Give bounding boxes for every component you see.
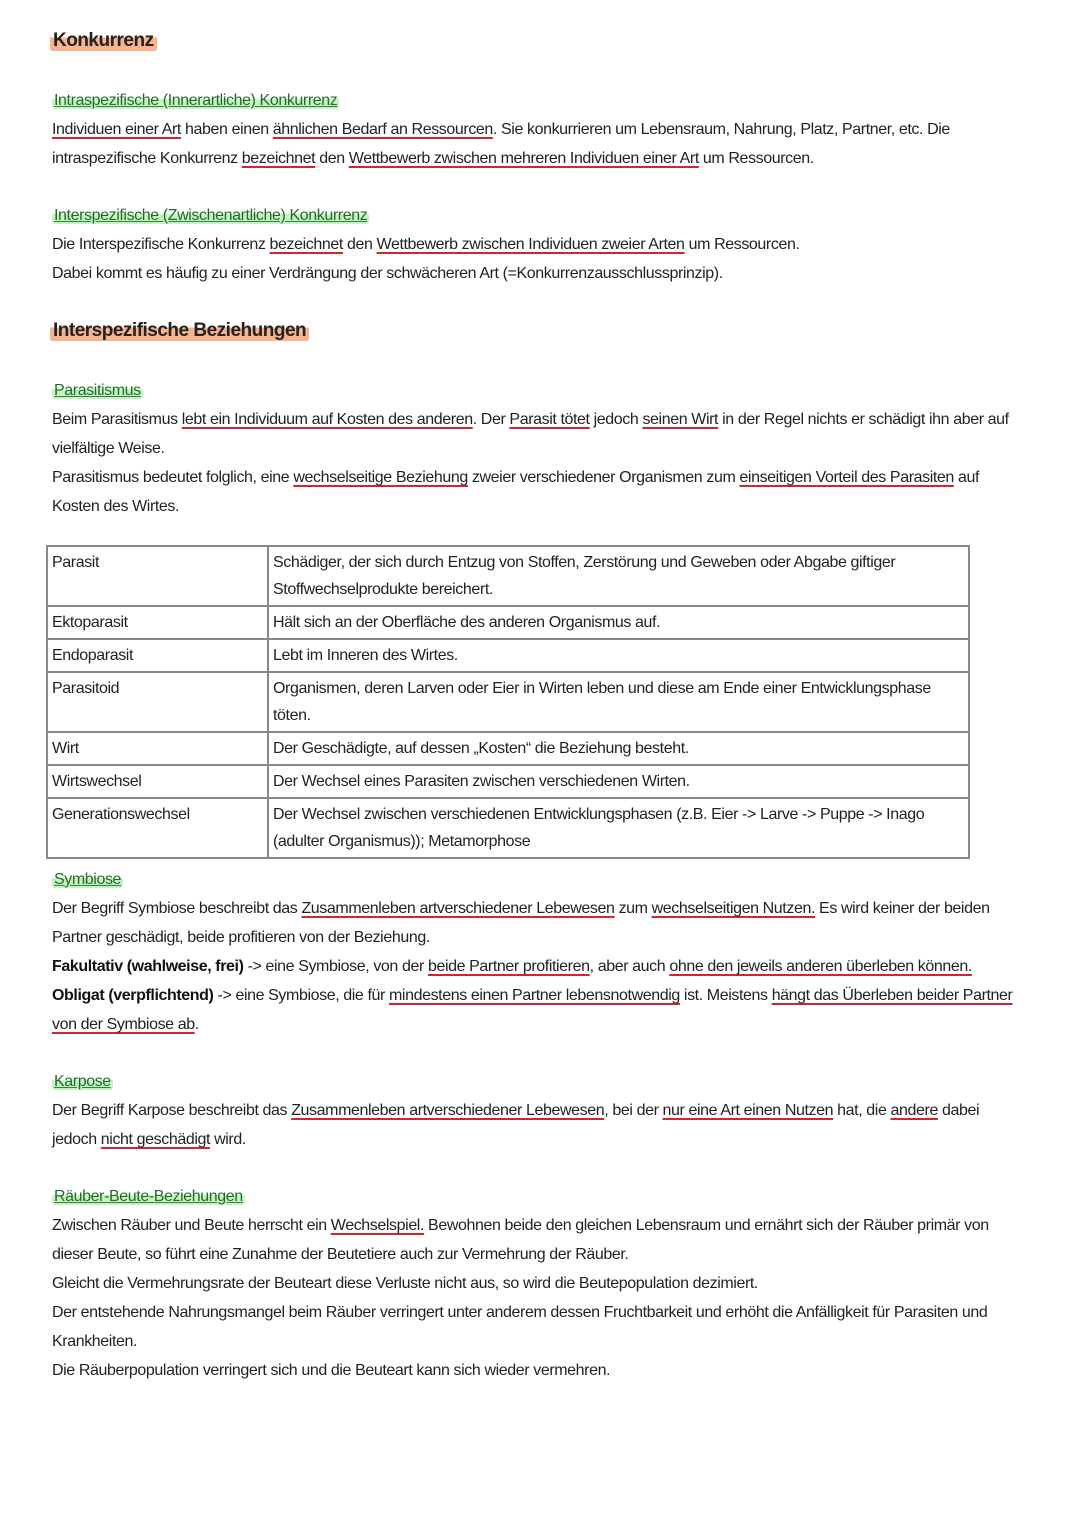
section-heading: Parasitismus xyxy=(54,382,141,399)
underlined-key-phrase: Zusammenleben artverschiedener Lebewesen xyxy=(291,1102,605,1119)
text-segment: -> eine Symbiose, von der xyxy=(243,958,428,975)
text-segment: in der Regel nichts er schädigt ihn aber auf vielfältige Weise. xyxy=(52,411,1009,457)
underlined-key-phrase: lebt ein Individuum auf Kosten des anderen xyxy=(181,411,473,428)
section-heading: Intraspezifische (Innerartliche) Konkurrenz xyxy=(54,92,338,109)
table-row xyxy=(47,765,969,798)
text-segment: dabei jedoch xyxy=(52,1102,980,1148)
text-segment: wird. xyxy=(210,1131,246,1148)
term-cell: Wirt xyxy=(47,732,268,765)
section-heading: Interspezifische (Zwischenartliche) Konkurrenz xyxy=(54,207,368,224)
paragraph xyxy=(52,1298,1022,1356)
text-segment: , bei der xyxy=(604,1102,663,1119)
definition-cell: Der Wechsel zwischen verschiedenen Entwicklungsphasen (z.B. Eier -> Larve -> Puppe -> Inago (adulter Organismus)); Metamorphose xyxy=(268,798,969,858)
text-segment: , aber auch xyxy=(589,958,670,975)
definition-cell: Hält sich an der Oberfläche des anderen Organismus auf. xyxy=(268,606,969,639)
underlined-key-phrase: einseitigen Vorteil des Parasiten xyxy=(739,469,954,486)
underlined-key-phrase: Parasit tötet xyxy=(509,411,590,428)
underlined-key-phrase: hängt das Überleben beider Partner von der Symbiose ab xyxy=(52,987,1013,1033)
text-segment: Die Räuberpopulation verringert sich und die Beuteart kann sich wieder vermehren. xyxy=(52,1362,611,1379)
text-segment: um Ressourcen. xyxy=(684,236,800,253)
text-segment: Der Begriff Symbiose beschreibt das xyxy=(52,900,302,917)
paragraph xyxy=(52,1211,1022,1269)
underlined-key-phrase: wechselseitigen Nutzen. xyxy=(651,900,815,917)
underlined-key-phrase: Wettbewerb zwischen mehreren Individuen einer Art xyxy=(348,150,699,167)
section-heading-row xyxy=(52,201,1022,230)
section-heading: Symbiose xyxy=(54,871,122,888)
section-heading-row xyxy=(52,865,1022,894)
underlined-key-phrase: Individuen einer Art xyxy=(52,121,181,138)
text-segment: Die Interspezifische Konkurrenz xyxy=(52,236,270,253)
table-row xyxy=(47,798,969,858)
section-interspezifisch xyxy=(52,201,1022,288)
section-heading-row xyxy=(52,376,1022,405)
paragraph xyxy=(52,1096,1022,1154)
term-cell: Parasitoid xyxy=(47,672,268,732)
text-segment: Gleicht die Vermehrungsrate der Beuteart diese Verluste nicht aus, so wird die Beutepopulation dezimiert. xyxy=(52,1275,758,1292)
paragraph xyxy=(52,894,1022,952)
definition-cell: Schädiger, der sich durch Entzug von Stoffen, Zerstörung und Geweben oder Abgabe giftiger Stoffwechselprodukte bereichert. xyxy=(268,546,969,606)
section-heading-row xyxy=(52,86,1022,115)
section-raeuber-beute xyxy=(52,1182,1022,1385)
table-row xyxy=(47,606,969,639)
paragraph xyxy=(52,405,1022,463)
bold-term: Obligat (verpflichtend) xyxy=(52,987,214,1004)
term-cell: Endoparasit xyxy=(47,639,268,672)
table-row xyxy=(47,732,969,765)
text-segment: Der entstehende Nahrungsmangel beim Räuber verringert unter anderem dessen Fruchtbarkeit und erhöht die Anfälligkeit für Parasiten und Krankheiten. xyxy=(52,1304,988,1350)
table-row xyxy=(47,546,969,606)
table-row xyxy=(47,639,969,672)
paragraph xyxy=(52,230,1022,259)
underlined-key-phrase: Wechselspiel. xyxy=(330,1217,425,1234)
text-segment: jedoch xyxy=(589,411,643,428)
text-segment: zum xyxy=(614,900,652,917)
section-symbiose xyxy=(52,865,1022,1039)
paragraph xyxy=(52,1269,1022,1298)
text-segment: haben einen xyxy=(180,121,273,138)
underlined-key-phrase: bezeichnet xyxy=(241,150,316,167)
text-segment: den xyxy=(342,236,377,253)
definition-cell: Lebt im Inneren des Wirtes. xyxy=(268,639,969,672)
underlined-key-phrase: nicht geschädigt xyxy=(100,1131,211,1148)
text-segment: hat, die xyxy=(833,1102,891,1119)
text-segment: Bewohnen beide den gleichen Lebensraum und ernährt sich der Räuber primär von dieser Beute, so führt eine Zunahme der Beutetiere auch zur Vermehrung der Räuber. xyxy=(52,1217,989,1263)
text-segment: auf Kosten des Wirtes. xyxy=(52,469,980,515)
section-karpose xyxy=(52,1067,1022,1154)
underlined-key-phrase: beide Partner profitieren xyxy=(427,958,590,975)
underlined-key-phrase: wechselseitige Beziehung xyxy=(293,469,468,486)
underlined-key-phrase: nur eine Art einen Nutzen xyxy=(662,1102,834,1119)
paragraph xyxy=(52,981,1022,1039)
term-cell: Wirtswechsel xyxy=(47,765,268,798)
underlined-key-phrase: ähnlichen Bedarf an Ressourcen xyxy=(272,121,493,138)
section-intraspezifisch xyxy=(52,86,1022,173)
text-segment: Der Begriff Karpose beschreibt das xyxy=(52,1102,292,1119)
text-segment: Es wird keiner der beiden Partner geschädigt, beide profitieren von der Beziehung. xyxy=(52,900,990,946)
text-segment: . xyxy=(194,1016,199,1033)
term-cell: Ektoparasit xyxy=(47,606,268,639)
underlined-key-phrase: ohne den jeweils anderen überleben können. xyxy=(669,958,972,975)
text-segment: um Ressourcen. xyxy=(698,150,814,167)
term-cell: Generationswechsel xyxy=(47,798,268,858)
underlined-key-phrase: andere xyxy=(890,1102,938,1119)
text-segment: Dabei kommt es häufig zu einer Verdrängung der schwächeren Art (=Konkurrenzausschlussprinzip). xyxy=(52,265,723,282)
text-segment: Parasitismus bedeutet folglich, eine xyxy=(52,469,294,486)
term-cell: Parasit xyxy=(47,546,268,606)
underlined-key-phrase: mindestens einen Partner lebensnotwendig xyxy=(389,987,680,1004)
paragraph xyxy=(52,1356,1022,1385)
text-segment: Zwischen Räuber und Beute herrscht ein xyxy=(52,1217,331,1234)
text-segment: Beim Parasitismus xyxy=(52,411,182,428)
title-interspezifische-beziehungen: Interspezifische Beziehungen xyxy=(50,320,309,342)
text-segment: . Der xyxy=(472,411,510,428)
section-heading-row xyxy=(52,1182,1022,1211)
paragraph xyxy=(52,463,1022,521)
section-heading: Räuber-Beute-Beziehungen xyxy=(54,1188,243,1205)
definition-cell: Der Wechsel eines Parasiten zwischen verschiedenen Wirten. xyxy=(268,765,969,798)
section-heading-row xyxy=(52,1067,1022,1096)
bold-term: Fakultativ (wahlweise, frei) xyxy=(52,958,244,975)
section-heading: Karpose xyxy=(54,1073,111,1090)
text-segment: zweier verschiedener Organismen zum xyxy=(467,469,740,486)
section-parasitismus xyxy=(52,376,1022,521)
table-row xyxy=(47,672,969,732)
definition-cell: Organismen, deren Larven oder Eier in Wirten leben und diese am Ende einer Entwicklungsphase töten. xyxy=(268,672,969,732)
text-segment: ist. Meistens xyxy=(679,987,772,1004)
text-segment: . Sie konkurrieren um Lebensraum, Nahrung, Platz, Partner, etc. Die intraspezifische Konkurrenz xyxy=(52,121,950,167)
title-konkurrenz: Konkurrenz xyxy=(50,30,157,52)
text-segment: -> eine Symbiose, die für xyxy=(213,987,389,1004)
paragraph xyxy=(52,952,1022,981)
underlined-key-phrase: Zusammenleben artverschiedener Lebewesen xyxy=(301,900,615,917)
definition-cell: Der Geschädigte, auf dessen „Kosten“ die Beziehung besteht. xyxy=(268,732,969,765)
paragraph xyxy=(52,115,1022,173)
text-segment: den xyxy=(315,150,349,167)
underlined-key-phrase: seinen Wirt xyxy=(642,411,719,428)
underlined-key-phrase: bezeichnet xyxy=(269,236,343,253)
parasit-glossary-table xyxy=(46,545,970,859)
paragraph xyxy=(52,259,1022,288)
underlined-key-phrase: Wettbewerb zwischen Individuen zweier Arten xyxy=(376,236,685,253)
